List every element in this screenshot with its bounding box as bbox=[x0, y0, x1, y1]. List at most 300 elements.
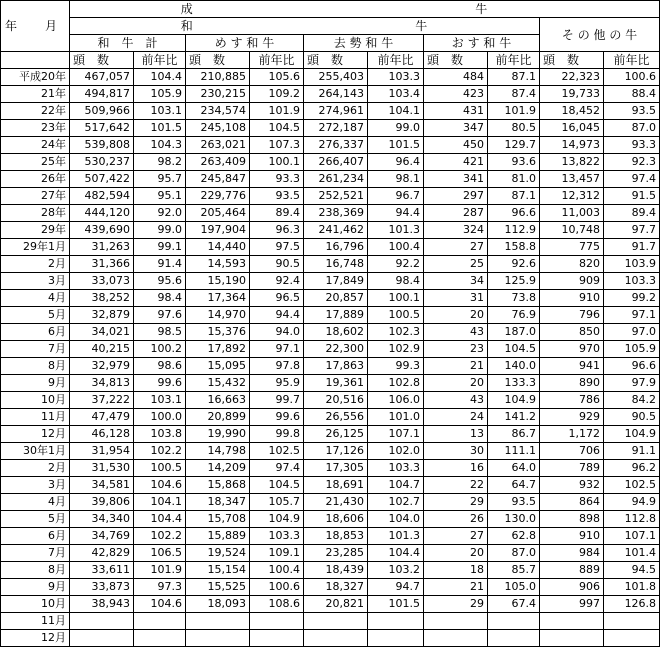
table-row bbox=[1, 494, 660, 511]
yoy-ratio-cell: 102.2 bbox=[134, 443, 186, 460]
row-label: 9月 bbox=[1, 375, 70, 392]
tousu-header: 頭 数 bbox=[70, 52, 134, 69]
head-count-cell: 266,407 bbox=[304, 154, 368, 171]
head-count-cell: 27 bbox=[424, 239, 488, 256]
yoy-ratio-cell: 103.9 bbox=[604, 256, 660, 273]
head-count-cell: 507,422 bbox=[70, 171, 134, 188]
yoy-ratio-cell: 94.9 bbox=[604, 494, 660, 511]
head-count-cell: 23 bbox=[424, 341, 488, 358]
yoy-ratio-cell: 101.9 bbox=[250, 103, 304, 120]
yoy-ratio-cell: 97.1 bbox=[604, 307, 660, 324]
table-row bbox=[1, 273, 660, 290]
yoy-ratio-cell: 96.2 bbox=[604, 460, 660, 477]
zennenhi-header: 前年比 bbox=[368, 52, 424, 69]
head-count-cell: 20 bbox=[424, 545, 488, 562]
head-count-cell: 450 bbox=[424, 137, 488, 154]
head-count-cell: 46,128 bbox=[70, 426, 134, 443]
yoy-ratio-cell: 94.4 bbox=[368, 205, 424, 222]
head-count-cell: 423 bbox=[424, 86, 488, 103]
yoy-ratio-cell: 90.5 bbox=[250, 256, 304, 273]
head-count-cell: 34,340 bbox=[70, 511, 134, 528]
yoy-ratio-cell: 97.1 bbox=[250, 341, 304, 358]
yoy-ratio-cell: 99.0 bbox=[368, 120, 424, 137]
head-count-cell: 15,708 bbox=[186, 511, 250, 528]
row-label: 23年 bbox=[1, 120, 70, 137]
row-label: 27年 bbox=[1, 188, 70, 205]
head-count-cell: 22 bbox=[424, 477, 488, 494]
head-count-cell: 19,990 bbox=[186, 426, 250, 443]
head-count-cell: 29 bbox=[424, 596, 488, 613]
yoy-ratio-cell: 91.1 bbox=[604, 443, 660, 460]
table-row bbox=[1, 409, 660, 426]
yoy-ratio-cell: 103.3 bbox=[604, 273, 660, 290]
head-count-cell: 29 bbox=[424, 494, 488, 511]
head-count-cell: 17,126 bbox=[304, 443, 368, 460]
yoy-ratio-cell: 125.9 bbox=[488, 273, 540, 290]
head-count-cell: 43 bbox=[424, 324, 488, 341]
yoy-ratio-cell: 87.0 bbox=[488, 545, 540, 562]
yoy-ratio-cell: 97.6 bbox=[134, 307, 186, 324]
kyosei-wagyu-header: 去 勢 和 牛 bbox=[304, 35, 424, 52]
row-label: 2月 bbox=[1, 256, 70, 273]
yoy-ratio-cell: 104.1 bbox=[368, 103, 424, 120]
table-body bbox=[1, 69, 660, 647]
row-label: 11月 bbox=[1, 409, 70, 426]
head-count-cell: 27 bbox=[424, 528, 488, 545]
yoy-ratio-cell: 102.5 bbox=[250, 443, 304, 460]
yoy-ratio-cell: 104.5 bbox=[250, 120, 304, 137]
head-count-cell: 255,403 bbox=[304, 69, 368, 86]
head-count-cell bbox=[304, 613, 368, 630]
head-count-cell: 272,187 bbox=[304, 120, 368, 137]
yoy-ratio-cell: 101.4 bbox=[604, 545, 660, 562]
row-label: 3月 bbox=[1, 273, 70, 290]
head-count-cell: 18,327 bbox=[304, 579, 368, 596]
head-count-cell: 16,663 bbox=[186, 392, 250, 409]
yoy-ratio-cell: 94.0 bbox=[250, 324, 304, 341]
yoy-ratio-cell bbox=[488, 613, 540, 630]
yoy-ratio-cell: 97.0 bbox=[604, 324, 660, 341]
table-row bbox=[1, 630, 660, 647]
head-count-cell: 37,222 bbox=[70, 392, 134, 409]
head-count-cell: 33,611 bbox=[70, 562, 134, 579]
head-count-cell: 23,285 bbox=[304, 545, 368, 562]
yoy-ratio-cell: 100.2 bbox=[134, 341, 186, 358]
tousu-header: 頭 数 bbox=[540, 52, 604, 69]
table-row bbox=[1, 545, 660, 562]
table-row bbox=[1, 103, 660, 120]
yoy-ratio-cell: 111.1 bbox=[488, 443, 540, 460]
yoy-ratio-cell: 101.5 bbox=[134, 120, 186, 137]
head-count-cell: 287 bbox=[424, 205, 488, 222]
yoy-ratio-cell: 104.6 bbox=[134, 477, 186, 494]
head-count-cell: 341 bbox=[424, 171, 488, 188]
tousu-header: 頭 数 bbox=[424, 52, 488, 69]
head-count-cell: 444,120 bbox=[70, 205, 134, 222]
head-count-cell: 16,748 bbox=[304, 256, 368, 273]
table-row bbox=[1, 154, 660, 171]
head-count-cell: 245,847 bbox=[186, 171, 250, 188]
head-count-cell bbox=[424, 630, 488, 647]
head-count-cell: 984 bbox=[540, 545, 604, 562]
yoy-ratio-cell: 106.0 bbox=[368, 392, 424, 409]
head-count-cell: 864 bbox=[540, 494, 604, 511]
yoy-ratio-cell: 105.9 bbox=[134, 86, 186, 103]
yoy-ratio-cell: 103.3 bbox=[368, 69, 424, 86]
head-count-cell: 20,516 bbox=[304, 392, 368, 409]
yoy-ratio-cell: 86.7 bbox=[488, 426, 540, 443]
yoy-ratio-cell: 94.7 bbox=[368, 579, 424, 596]
table-row bbox=[1, 460, 660, 477]
head-count-cell: 467,057 bbox=[70, 69, 134, 86]
head-count-cell: 30 bbox=[424, 443, 488, 460]
head-count-cell: 43 bbox=[424, 392, 488, 409]
head-count-cell: 18,452 bbox=[540, 103, 604, 120]
yoy-ratio-cell: 93.5 bbox=[604, 103, 660, 120]
yoy-ratio-cell: 103.3 bbox=[250, 528, 304, 545]
head-count-cell: 15,525 bbox=[186, 579, 250, 596]
yoy-ratio-cell: 140.0 bbox=[488, 358, 540, 375]
yoy-ratio-cell: 101.0 bbox=[368, 409, 424, 426]
head-count-cell: 32,879 bbox=[70, 307, 134, 324]
head-count-cell: 15,432 bbox=[186, 375, 250, 392]
head-count-cell: 34 bbox=[424, 273, 488, 290]
head-count-cell: 539,808 bbox=[70, 137, 134, 154]
head-count-cell: 997 bbox=[540, 596, 604, 613]
head-count-cell: 34,021 bbox=[70, 324, 134, 341]
yoy-ratio-cell: 92.2 bbox=[368, 256, 424, 273]
yoy-ratio-cell: 97.5 bbox=[250, 239, 304, 256]
sonota-gyu-header: そ の 他 の 牛 bbox=[540, 18, 660, 52]
tousu-header: 頭 数 bbox=[186, 52, 250, 69]
head-count-cell: 274,961 bbox=[304, 103, 368, 120]
yoy-ratio-cell: 102.2 bbox=[134, 528, 186, 545]
head-count-cell: 850 bbox=[540, 324, 604, 341]
row-label: 22年 bbox=[1, 103, 70, 120]
head-count-cell: 786 bbox=[540, 392, 604, 409]
head-count-cell: 517,642 bbox=[70, 120, 134, 137]
yoy-ratio-cell: 98.2 bbox=[134, 154, 186, 171]
yoy-ratio-cell: 97.4 bbox=[250, 460, 304, 477]
year-month-header: 年 月 bbox=[1, 1, 70, 52]
head-count-cell: 14,970 bbox=[186, 307, 250, 324]
yoy-ratio-cell bbox=[134, 613, 186, 630]
yoy-ratio-cell: 87.1 bbox=[488, 188, 540, 205]
row-label: 7月 bbox=[1, 341, 70, 358]
table-row bbox=[1, 205, 660, 222]
yoy-ratio-cell: 98.4 bbox=[368, 273, 424, 290]
yoy-ratio-cell: 103.1 bbox=[134, 103, 186, 120]
head-count-cell: 18,602 bbox=[304, 324, 368, 341]
head-count-cell bbox=[186, 630, 250, 647]
yoy-ratio-cell: 104.0 bbox=[368, 511, 424, 528]
head-count-cell: 15,376 bbox=[186, 324, 250, 341]
table-row bbox=[1, 528, 660, 545]
yoy-ratio-cell: 94.4 bbox=[250, 307, 304, 324]
row-label: 29年1月 bbox=[1, 239, 70, 256]
wa-header: 和 bbox=[70, 18, 304, 35]
header-row-2 bbox=[1, 18, 660, 35]
table-row bbox=[1, 579, 660, 596]
head-count-cell: 47,479 bbox=[70, 409, 134, 426]
head-count-cell: 890 bbox=[540, 375, 604, 392]
yoy-ratio-cell: 97.9 bbox=[604, 375, 660, 392]
sei-header: 成 bbox=[70, 1, 304, 18]
table-row bbox=[1, 137, 660, 154]
yoy-ratio-cell: 112.9 bbox=[488, 222, 540, 239]
head-count-cell: 421 bbox=[424, 154, 488, 171]
yoy-ratio-cell: 91.5 bbox=[604, 188, 660, 205]
head-count-cell: 16,045 bbox=[540, 120, 604, 137]
head-count-cell: 970 bbox=[540, 341, 604, 358]
mesu-wagyu-header: め す 和 牛 bbox=[186, 35, 304, 52]
yoy-ratio-cell: 99.8 bbox=[250, 426, 304, 443]
yoy-ratio-cell: 105.6 bbox=[250, 69, 304, 86]
yoy-ratio-cell: 104.9 bbox=[488, 392, 540, 409]
head-count-cell bbox=[304, 630, 368, 647]
head-count-cell: 38,943 bbox=[70, 596, 134, 613]
yoy-ratio-cell: 102.8 bbox=[368, 375, 424, 392]
yoy-ratio-cell: 104.6 bbox=[134, 596, 186, 613]
yoy-ratio-cell: 105.0 bbox=[488, 579, 540, 596]
head-count-cell: 18 bbox=[424, 562, 488, 579]
table-row bbox=[1, 120, 660, 137]
yoy-ratio-cell: 95.6 bbox=[134, 273, 186, 290]
yoy-ratio-cell: 109.1 bbox=[250, 545, 304, 562]
head-count-cell: 42,829 bbox=[70, 545, 134, 562]
head-count-cell: 276,337 bbox=[304, 137, 368, 154]
yoy-ratio-cell: 90.5 bbox=[604, 409, 660, 426]
head-count-cell: 10,748 bbox=[540, 222, 604, 239]
head-count-cell: 17,892 bbox=[186, 341, 250, 358]
yoy-ratio-cell: 101.5 bbox=[368, 596, 424, 613]
head-count-cell: 26,556 bbox=[304, 409, 368, 426]
table-row bbox=[1, 256, 660, 273]
head-count-cell: 15,889 bbox=[186, 528, 250, 545]
table-row bbox=[1, 171, 660, 188]
head-count-cell: 34,813 bbox=[70, 375, 134, 392]
row-label: 5月 bbox=[1, 511, 70, 528]
head-count-cell: 17,863 bbox=[304, 358, 368, 375]
yoy-ratio-cell: 101.5 bbox=[368, 137, 424, 154]
head-count-cell: 796 bbox=[540, 307, 604, 324]
head-count-cell: 18,439 bbox=[304, 562, 368, 579]
head-count-cell: 910 bbox=[540, 528, 604, 545]
head-count-cell: 245,108 bbox=[186, 120, 250, 137]
head-count-cell: 39,806 bbox=[70, 494, 134, 511]
head-count-cell: 31,263 bbox=[70, 239, 134, 256]
table-row bbox=[1, 324, 660, 341]
yoy-ratio-cell: 73.8 bbox=[488, 290, 540, 307]
yoy-ratio-cell: 105.7 bbox=[250, 494, 304, 511]
head-count-cell: 31,954 bbox=[70, 443, 134, 460]
yoy-ratio-cell: 93.6 bbox=[488, 154, 540, 171]
yoy-ratio-cell: 96.6 bbox=[604, 358, 660, 375]
table-row bbox=[1, 477, 660, 494]
yoy-ratio-cell: 104.3 bbox=[134, 137, 186, 154]
yoy-ratio-cell: 107.1 bbox=[604, 528, 660, 545]
head-count-cell: 14,209 bbox=[186, 460, 250, 477]
yoy-ratio-cell: 81.0 bbox=[488, 171, 540, 188]
yoy-ratio-cell: 91.4 bbox=[134, 256, 186, 273]
head-count-cell bbox=[540, 613, 604, 630]
table-row bbox=[1, 307, 660, 324]
table-row bbox=[1, 222, 660, 239]
yoy-ratio-cell: 100.6 bbox=[604, 69, 660, 86]
yoy-ratio-cell: 103.4 bbox=[368, 86, 424, 103]
yoy-ratio-cell: 98.1 bbox=[368, 171, 424, 188]
head-count-cell: 932 bbox=[540, 477, 604, 494]
yoy-ratio-cell: 96.7 bbox=[368, 188, 424, 205]
head-count-cell: 13,822 bbox=[540, 154, 604, 171]
yoy-ratio-cell: 101.3 bbox=[368, 222, 424, 239]
head-count-cell: 205,464 bbox=[186, 205, 250, 222]
yoy-ratio-cell: 109.2 bbox=[250, 86, 304, 103]
head-count-cell: 22,300 bbox=[304, 341, 368, 358]
yoy-ratio-cell: 64.7 bbox=[488, 477, 540, 494]
yoy-ratio-cell: 89.4 bbox=[250, 205, 304, 222]
zennenhi-header: 前年比 bbox=[604, 52, 660, 69]
head-count-cell: 17,849 bbox=[304, 273, 368, 290]
head-count-cell: 906 bbox=[540, 579, 604, 596]
osu-wagyu-header: お す 和 牛 bbox=[424, 35, 540, 52]
yoy-ratio-cell: 92.3 bbox=[604, 154, 660, 171]
yoy-ratio-cell bbox=[250, 630, 304, 647]
yoy-ratio-cell: 105.9 bbox=[604, 341, 660, 358]
head-count-cell: 210,885 bbox=[186, 69, 250, 86]
row-label: 9月 bbox=[1, 579, 70, 596]
head-count-cell: 20 bbox=[424, 375, 488, 392]
head-count-cell: 898 bbox=[540, 511, 604, 528]
table-row bbox=[1, 426, 660, 443]
table-row bbox=[1, 375, 660, 392]
yoy-ratio-cell: 103.8 bbox=[134, 426, 186, 443]
head-count-cell: 14,440 bbox=[186, 239, 250, 256]
head-count-cell: 229,776 bbox=[186, 188, 250, 205]
head-count-cell: 706 bbox=[540, 443, 604, 460]
yoy-ratio-cell: 98.6 bbox=[134, 358, 186, 375]
head-count-cell: 297 bbox=[424, 188, 488, 205]
yoy-ratio-cell bbox=[488, 630, 540, 647]
head-count-cell: 909 bbox=[540, 273, 604, 290]
head-count-cell: 20,899 bbox=[186, 409, 250, 426]
yoy-ratio-cell: 96.6 bbox=[488, 205, 540, 222]
head-count-cell: 18,691 bbox=[304, 477, 368, 494]
head-count-cell: 238,369 bbox=[304, 205, 368, 222]
yoy-ratio-cell: 93.5 bbox=[488, 494, 540, 511]
yoy-ratio-cell: 101.8 bbox=[604, 579, 660, 596]
head-count-cell: 32,979 bbox=[70, 358, 134, 375]
yoy-ratio-cell: 92.4 bbox=[250, 273, 304, 290]
yoy-ratio-cell: 91.7 bbox=[604, 239, 660, 256]
head-count-cell: 789 bbox=[540, 460, 604, 477]
yoy-ratio-cell: 99.0 bbox=[134, 222, 186, 239]
table-row bbox=[1, 511, 660, 528]
head-count-cell: 33,873 bbox=[70, 579, 134, 596]
yoy-ratio-cell: 101.9 bbox=[488, 103, 540, 120]
head-count-cell: 17,305 bbox=[304, 460, 368, 477]
yoy-ratio-cell: 96.4 bbox=[368, 154, 424, 171]
head-count-cell: 910 bbox=[540, 290, 604, 307]
head-count-cell: 20 bbox=[424, 307, 488, 324]
header-row-1 bbox=[1, 1, 660, 18]
table-row bbox=[1, 239, 660, 256]
head-count-cell: 19,733 bbox=[540, 86, 604, 103]
yoy-ratio-cell: 104.9 bbox=[250, 511, 304, 528]
yoy-ratio-cell: 104.9 bbox=[604, 426, 660, 443]
head-count-cell: 31 bbox=[424, 290, 488, 307]
row-label: 12月 bbox=[1, 426, 70, 443]
head-count-cell: 530,237 bbox=[70, 154, 134, 171]
yoy-ratio-cell: 104.4 bbox=[134, 511, 186, 528]
yoy-ratio-cell: 80.5 bbox=[488, 120, 540, 137]
yoy-ratio-cell: 93.5 bbox=[250, 188, 304, 205]
row-label: 4月 bbox=[1, 494, 70, 511]
yoy-ratio-cell: 84.2 bbox=[604, 392, 660, 409]
row-label: 10月 bbox=[1, 392, 70, 409]
yoy-ratio-cell: 107.1 bbox=[368, 426, 424, 443]
yoy-ratio-cell: 95.1 bbox=[134, 188, 186, 205]
head-count-cell: 11,003 bbox=[540, 205, 604, 222]
yoy-ratio-cell: 126.8 bbox=[604, 596, 660, 613]
table-row bbox=[1, 290, 660, 307]
header-row-4 bbox=[1, 52, 660, 69]
yoy-ratio-cell: 104.4 bbox=[134, 69, 186, 86]
head-count-cell: 15,154 bbox=[186, 562, 250, 579]
yoy-ratio-cell: 104.7 bbox=[368, 477, 424, 494]
yoy-ratio-cell bbox=[250, 613, 304, 630]
head-count-cell: 941 bbox=[540, 358, 604, 375]
yoy-ratio-cell: 104.1 bbox=[134, 494, 186, 511]
head-count-cell: 26,125 bbox=[304, 426, 368, 443]
head-count-cell: 347 bbox=[424, 120, 488, 137]
yoy-ratio-cell: 99.1 bbox=[134, 239, 186, 256]
row-label: 24年 bbox=[1, 137, 70, 154]
table-row bbox=[1, 443, 660, 460]
head-count-cell: 40,215 bbox=[70, 341, 134, 358]
head-count-cell: 324 bbox=[424, 222, 488, 239]
head-count-cell: 26 bbox=[424, 511, 488, 528]
yoy-ratio-cell bbox=[368, 613, 424, 630]
head-count-cell: 15,095 bbox=[186, 358, 250, 375]
yoy-ratio-cell: 95.9 bbox=[250, 375, 304, 392]
head-count-cell bbox=[70, 613, 134, 630]
row-label: 6月 bbox=[1, 528, 70, 545]
head-count-cell: 25 bbox=[424, 256, 488, 273]
yoy-ratio-cell: 103.3 bbox=[368, 460, 424, 477]
yoy-ratio-cell: 92.0 bbox=[134, 205, 186, 222]
head-count-cell: 18,093 bbox=[186, 596, 250, 613]
table-row bbox=[1, 188, 660, 205]
head-count-cell: 13 bbox=[424, 426, 488, 443]
yoy-ratio-cell: 64.0 bbox=[488, 460, 540, 477]
zennenhi-header: 前年比 bbox=[250, 52, 304, 69]
yoy-ratio-cell: 99.2 bbox=[604, 290, 660, 307]
head-count-cell: 494,817 bbox=[70, 86, 134, 103]
tousu-header: 頭 数 bbox=[304, 52, 368, 69]
head-count-cell: 261,234 bbox=[304, 171, 368, 188]
row-label: 30年1月 bbox=[1, 443, 70, 460]
head-count-cell: 509,966 bbox=[70, 103, 134, 120]
yoy-ratio-cell: 93.3 bbox=[604, 137, 660, 154]
head-count-cell: 197,904 bbox=[186, 222, 250, 239]
yoy-ratio-cell: 98.4 bbox=[134, 290, 186, 307]
head-count-cell: 16,796 bbox=[304, 239, 368, 256]
head-count-cell: 33,073 bbox=[70, 273, 134, 290]
yoy-ratio-cell: 98.5 bbox=[134, 324, 186, 341]
head-count-cell: 24 bbox=[424, 409, 488, 426]
table-row bbox=[1, 562, 660, 579]
